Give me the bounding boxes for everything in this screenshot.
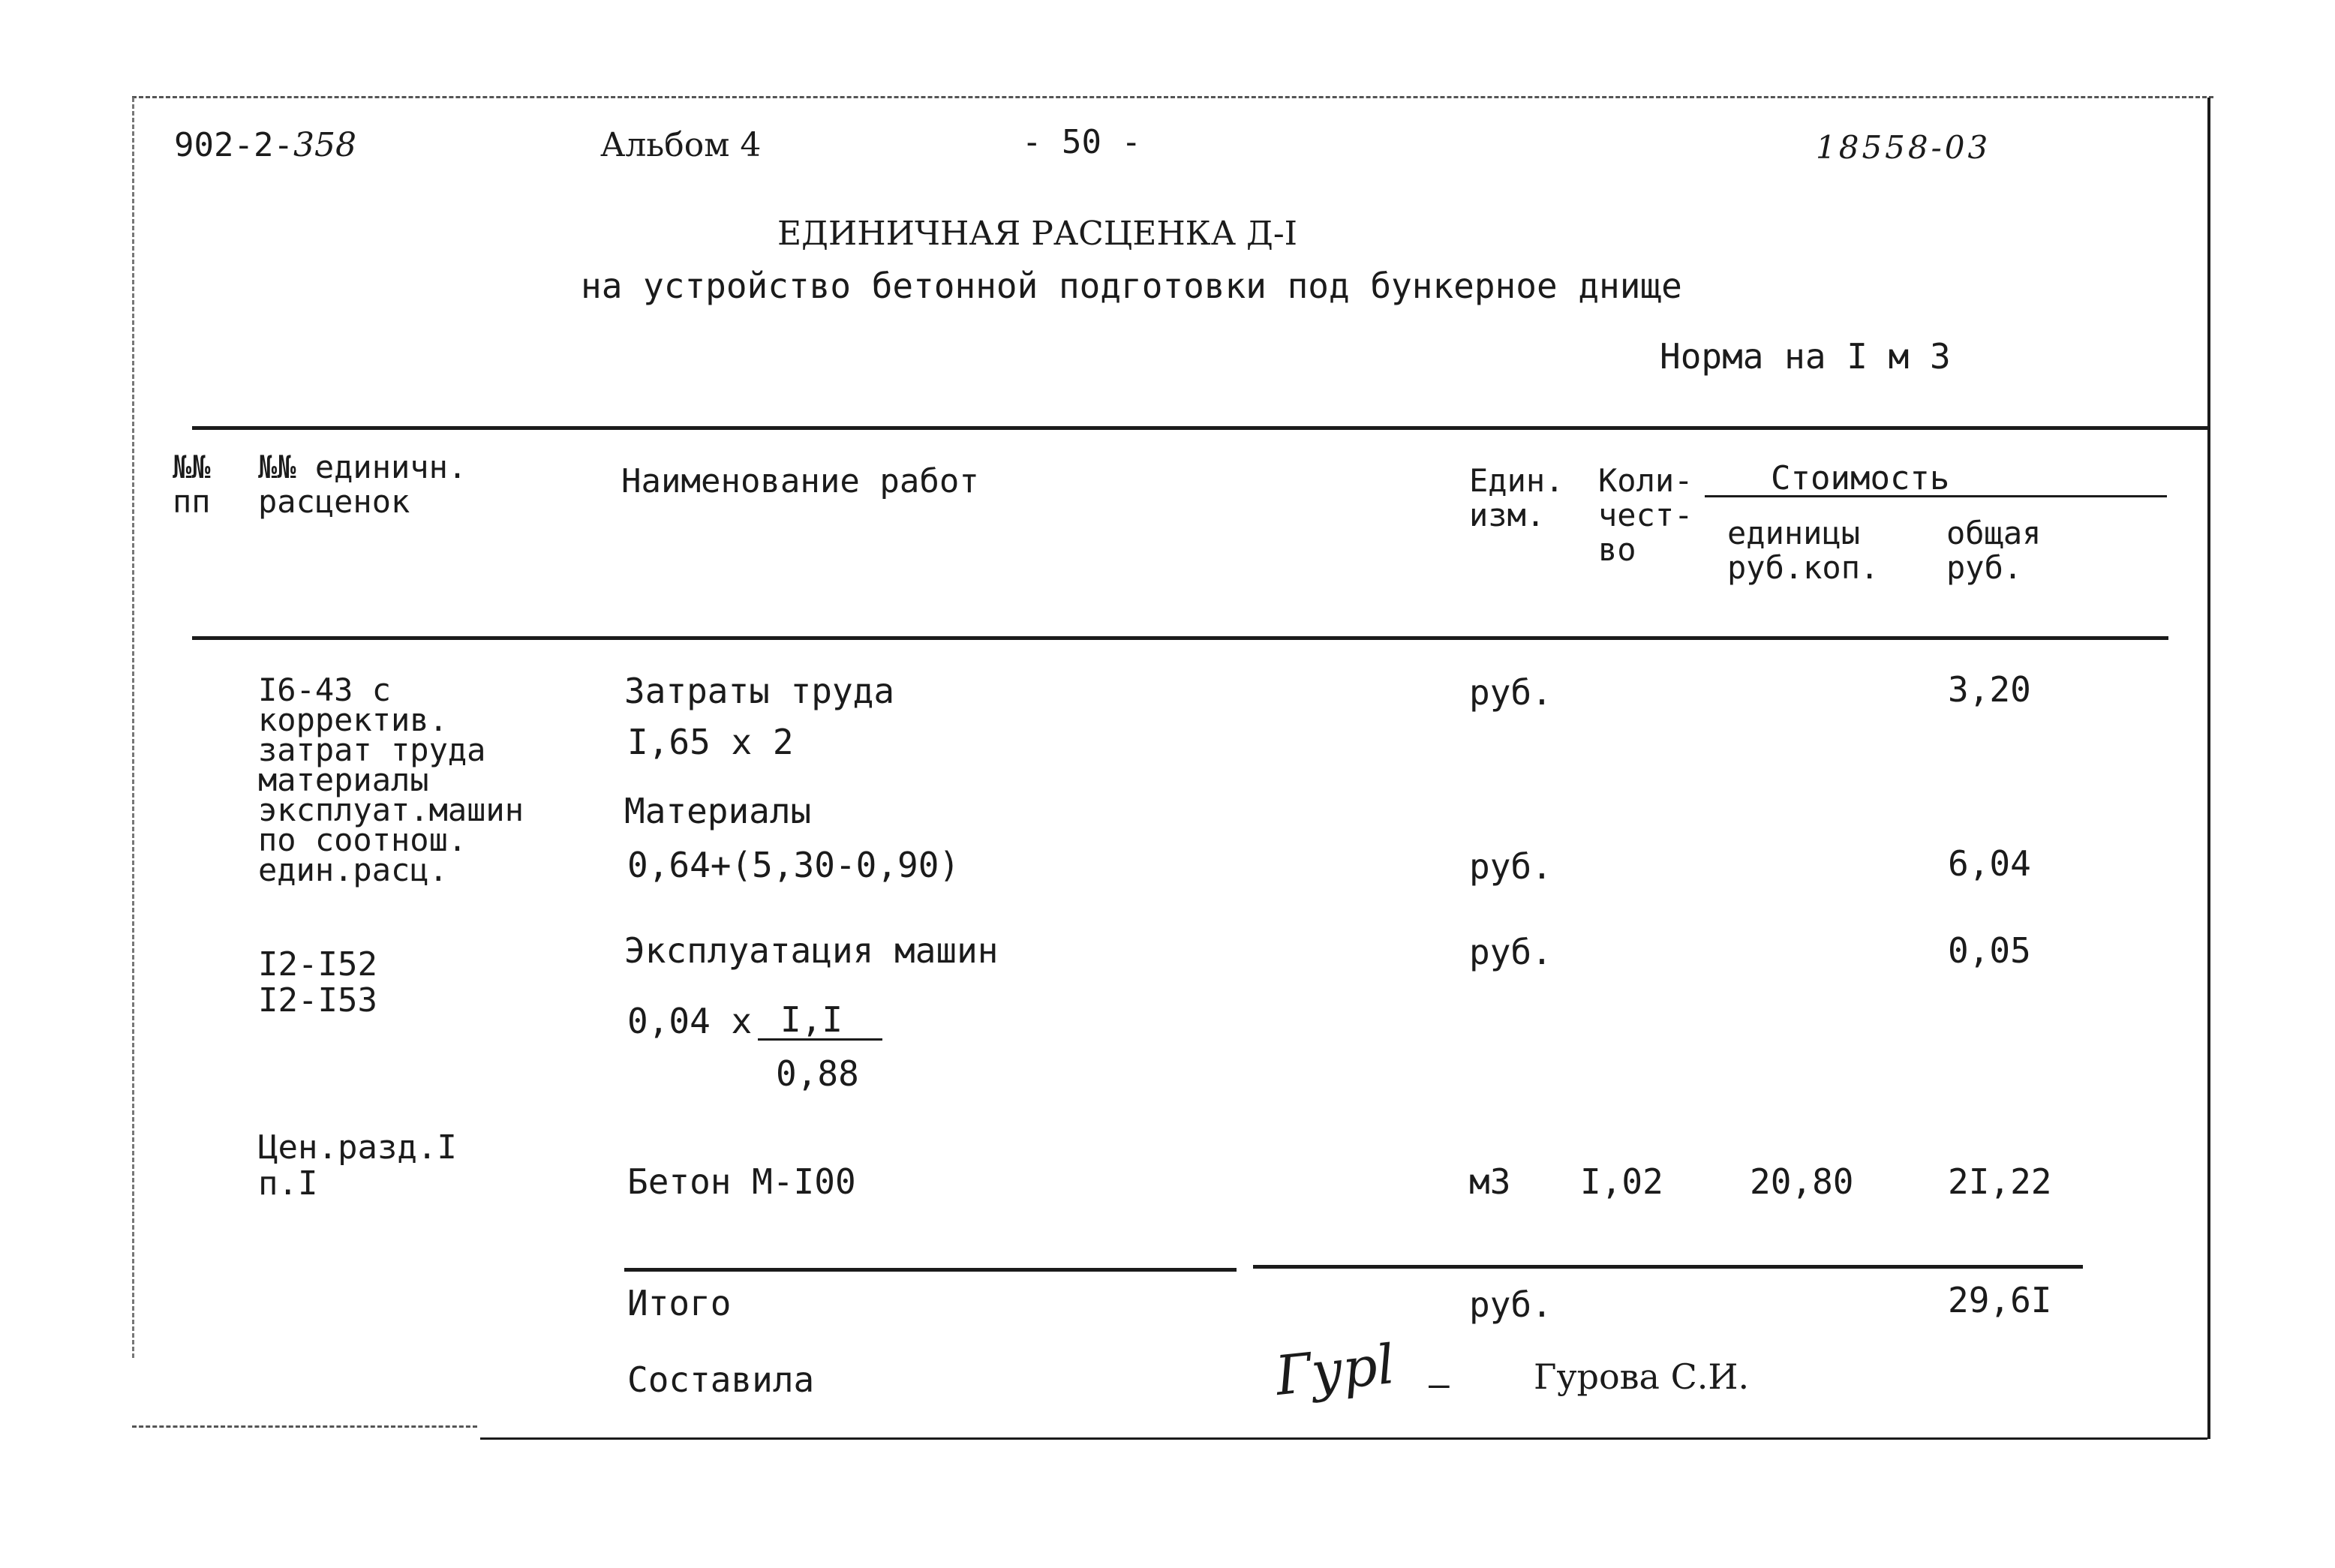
total-rule-left	[624, 1268, 1237, 1272]
header-col-cost: Стоимость	[1771, 459, 1950, 497]
signature-label: Составила	[627, 1359, 815, 1400]
header-col-unit: Един. изм.	[1469, 462, 1564, 533]
row1-formula: I,65 x 2	[627, 722, 794, 762]
header-bottom-rule	[192, 636, 2168, 640]
row4-rate-reference: Цен.разд.I п.I	[258, 1128, 457, 1203]
row4-name: Бетон М-I00	[627, 1161, 856, 1202]
row3-rate-reference: I2-I52 I2-I53	[258, 945, 377, 1020]
header-col-unit-cost: единицы руб.коп.	[1727, 515, 1880, 586]
cost-header-rule	[1705, 495, 2167, 497]
page-number: - 50 -	[1022, 123, 1141, 161]
header-col-rates: №№ единичн. расценок	[258, 449, 467, 520]
row4-unit: м3	[1469, 1161, 1511, 1202]
right-border	[2207, 98, 2210, 1439]
bottom-border-left	[132, 1425, 477, 1428]
row3-fraction-numerator: I,I	[758, 1002, 885, 1041]
top-border	[132, 96, 2213, 98]
row3-total: 0,05	[1948, 930, 2031, 971]
row1-rate-reference: I6-43 с коррeктив. затрат труда материалы эксплуат.машин по соотнош. един.расц.	[258, 671, 524, 888]
header-col-name: Наименование работ	[621, 462, 979, 500]
page-title: ЕДИНИЧНАЯ РАСЦЕНКА Д-I	[777, 215, 1298, 253]
album-label: Альбом 4	[600, 126, 762, 164]
left-border	[132, 98, 134, 1358]
table-top-rule	[192, 426, 2210, 430]
total-label: Итого	[627, 1283, 732, 1323]
row3-formula-left: 0,04 x	[627, 1001, 753, 1041]
row4-quantity: I,02	[1580, 1161, 1663, 1202]
bottom-border	[480, 1437, 2207, 1440]
header-col-qty: Коли- чест- во	[1598, 462, 1693, 568]
reference-number: 18558-03	[1816, 129, 1991, 166]
row1-unit: руб.	[1469, 672, 1552, 713]
row3-fraction-denominator: 0,88	[776, 1053, 859, 1094]
row2-total: 6,04	[1948, 843, 2031, 884]
total-value: 29,6I	[1948, 1280, 2052, 1320]
header-col-pp: №№ пп	[173, 449, 211, 520]
total-unit: руб.	[1469, 1284, 1552, 1325]
row3-unit: руб.	[1469, 932, 1552, 972]
signatory-name: Гурова С.И.	[1534, 1356, 1750, 1397]
header-col-total: общая руб.	[1946, 515, 2042, 586]
signature-handwriting: Гурl	[1273, 1332, 1398, 1408]
norm-label: Норма на I м 3	[1660, 336, 1951, 377]
row2-formula: 0,64+(5,30-0,90)	[627, 845, 960, 885]
row1-total: 3,20	[1948, 669, 2031, 710]
row2-unit: руб.	[1469, 846, 1552, 887]
row3-name: Эксплуатация машин	[624, 930, 999, 971]
total-rule-right	[1253, 1265, 2083, 1269]
row1-name: Затраты труда	[624, 671, 895, 711]
row4-total: 2I,22	[1948, 1161, 2052, 1202]
row4-unit-cost: 20,80	[1750, 1161, 1854, 1202]
page-subtitle: на устройство бетонной подготовки под бункерное днище	[581, 266, 1682, 306]
row2-name: Материалы	[624, 791, 812, 831]
document-number: 902-2-358	[174, 126, 356, 164]
signature-dash: —	[1429, 1364, 1450, 1404]
